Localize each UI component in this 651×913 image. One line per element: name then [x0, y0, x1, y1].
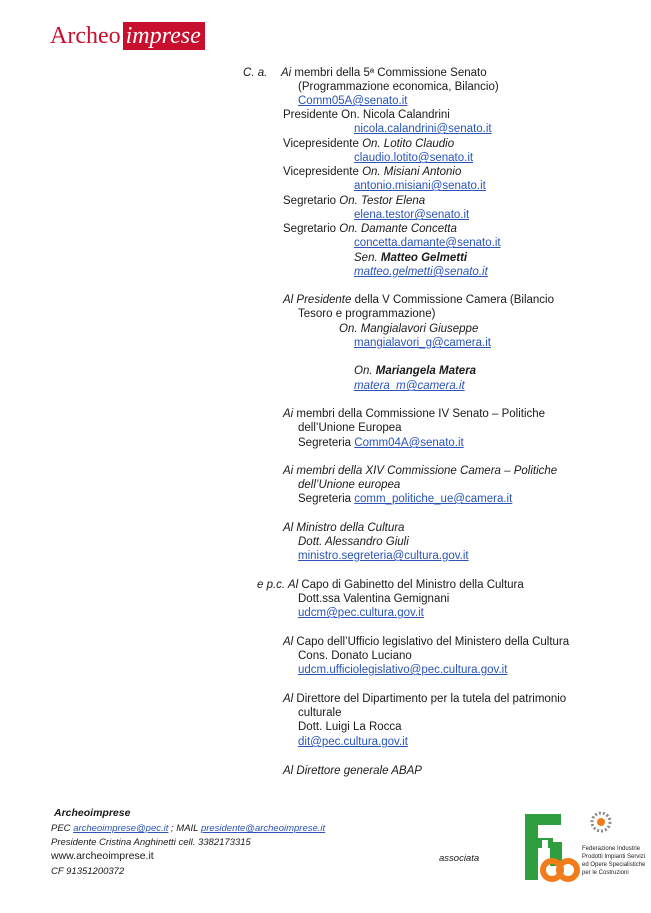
recipient-cabinet-chief — [257, 578, 524, 592]
damante-email[interactable]: concetta.damante@senato.it — [354, 237, 501, 249]
finco-letter-f-mid — [525, 838, 553, 848]
iv-secretariat — [298, 436, 464, 450]
xiv-commission-subtitle: dell’Unione europea — [298, 479, 401, 491]
iv-commission-title: membri della Commissione IV Senato – Politiche — [293, 408, 546, 420]
xiv-commission-email[interactable]: comm_politiche_ue@camera.it — [354, 493, 513, 505]
al-prefix-2: Al — [283, 636, 294, 648]
gelmetti-email[interactable]: matteo.gelmetti@senato.it — [354, 266, 488, 278]
ca-label: C. a. — [243, 67, 268, 79]
senator-gelmetti — [354, 251, 467, 265]
svg-text:Federazione Industrie: Federazione Industrie — [582, 846, 641, 852]
senato-commission-subtitle: (Programmazione economica, Bilancio) — [298, 81, 499, 93]
recipient-minister: Al Ministro della Cultura — [283, 522, 405, 534]
minister-email[interactable]: ministro.segreteria@cultura.gov.it — [298, 550, 469, 562]
recipient-camera-14: Ai membri della XIV Commissione Camera – Politiche — [283, 465, 558, 477]
legislative-office-email[interactable]: udcm.ufficiolegislativo@pec.cultura.gov.it — [298, 664, 508, 676]
vp1-name: On. Lotito Claudio — [362, 138, 455, 150]
finco-logo-graphic — [524, 808, 646, 886]
footer-mail-label: ; MAIL — [168, 823, 201, 834]
president-calandrini: Presidente On. Nicola Calandrini — [283, 109, 450, 121]
department-director-name: Dott. Luigi La Rocca — [298, 721, 402, 733]
vicepresident-lotito — [283, 137, 454, 151]
iv-commission-email[interactable]: Comm04A@senato.it — [354, 437, 464, 449]
recipient-department-director — [283, 692, 566, 706]
legislative-office-name: Cons. Donato Luciano — [298, 650, 412, 662]
secretary-testor — [283, 194, 425, 208]
archeoimprese-logo — [50, 22, 205, 50]
seg1-role: Segretario — [283, 195, 340, 207]
footer-mail-email[interactable]: presidente@archeoimprese.it — [200, 823, 326, 834]
recipient-legislative-office — [283, 635, 569, 649]
lotito-email[interactable]: claudio.lotito@senato.it — [354, 152, 474, 164]
associata-label: associata — [439, 853, 480, 864]
senato-commission-email[interactable]: Comm05A@senato.it — [298, 95, 408, 107]
iv-seg-label: Segreteria — [298, 437, 355, 449]
footer-website[interactable]: www.archeoimprese.it — [51, 850, 154, 862]
footer-org-name: Archeoimprese — [54, 807, 131, 819]
camera-commission-title: della V Commissione Camera (Bilancio — [351, 294, 555, 306]
logo-text-imprese: imprese — [123, 22, 205, 50]
cabinet-chief-email[interactable]: udcm@pec.cultura.gov.it — [298, 607, 424, 619]
footer-president: Presidente Cristina Anghinetti cell. 3382173315 — [51, 837, 251, 848]
misiani-email[interactable]: antonio.misiani@senato.it — [354, 180, 486, 192]
svg-text:ed Opere Specialistiche: ed Opere Specialistiche — [582, 862, 646, 868]
finco-logo — [524, 808, 646, 886]
minister-name: Dott. Alessandro Giuli — [298, 536, 409, 548]
vicepresident-misiani — [283, 165, 461, 179]
recipient-abap-director: Al Direttore generale ABAP — [283, 765, 422, 777]
seg2-role: Segretario — [283, 223, 340, 235]
svg-text:Prodotti Impianti Servizi: Prodotti Impianti Servizi — [582, 854, 646, 860]
secretary-damante — [283, 222, 457, 236]
ai-prefix-2: Ai — [283, 408, 294, 420]
al-president-prefix: Al Presidente — [283, 294, 352, 306]
finco-letter-f-top — [525, 814, 561, 825]
matera-name: Mariangela Matera — [375, 365, 477, 377]
mangialavori-email[interactable]: mangialavori_g@camera.it — [354, 337, 491, 349]
matera-prefix: On. — [354, 365, 376, 377]
iv-commission-subtitle: dell’Unione Europea — [298, 422, 402, 434]
footer-pec-email[interactable]: archeoimprese@pec.it — [73, 823, 169, 834]
footer-pec-label: PEC — [51, 823, 74, 834]
finco-letter-o — [559, 861, 577, 879]
senato-commission-title: membri della 5ª Commissione Senato — [291, 67, 487, 79]
al-prefix-3: Al — [283, 693, 294, 705]
department-director-subtitle: culturale — [298, 707, 342, 719]
xiv-seg-label: Segreteria — [298, 493, 355, 505]
vp2-role: Vicepresidente — [283, 166, 363, 178]
vp1-role: Vicepresidente — [283, 138, 363, 150]
footer-contacts — [51, 822, 325, 835]
epc-prefix: e p.c. Al — [257, 579, 299, 591]
logo-text-archeo: Archeo — [50, 23, 121, 49]
department-director-title: Direttore del Dipartimento per la tutela del patrimonio — [293, 693, 567, 705]
seg1-name: On. Testor Elena — [339, 195, 426, 207]
seg2-name: On. Damante Concetta — [339, 223, 457, 235]
cabinet-chief-title: Capo di Gabinetto del Ministro della Cultura — [298, 579, 524, 591]
footer-cf: CF 91351200372 — [51, 866, 125, 877]
department-director-email[interactable]: dit@pec.cultura.gov.it — [298, 736, 408, 748]
ai-prefix: Ai — [281, 67, 292, 79]
recipient-senato-4 — [283, 407, 545, 421]
sen-prefix: Sen. — [354, 252, 381, 264]
finco-gear-center — [597, 818, 605, 826]
recipient-camera-5 — [283, 293, 554, 307]
mangialavori-name: On. Mangialavori Giuseppe — [339, 323, 479, 335]
calandrini-email[interactable]: nicola.calandrini@senato.it — [354, 123, 492, 135]
testor-email[interactable]: elena.testor@senato.it — [354, 209, 470, 221]
legislative-office-title: Capo dell’Ufficio legislativo del Ministero della Cultura — [293, 636, 570, 648]
camera-commission-subtitle: Tesoro e programmazione) — [298, 308, 436, 320]
sen-name: Matteo Gelmetti — [380, 252, 468, 264]
recipient-senato-5 — [281, 66, 487, 80]
xiv-secretariat — [298, 492, 512, 506]
deputy-matera — [354, 364, 476, 378]
cabinet-chief-name: Dott.ssa Valentina Gemignani — [298, 593, 450, 605]
svg-text:per le Costruzioni: per le Costruzioni — [582, 870, 629, 876]
vp2-name: On. Misiani Antonio — [362, 166, 462, 178]
matera-email[interactable]: matera_m@camera.it — [354, 380, 465, 392]
